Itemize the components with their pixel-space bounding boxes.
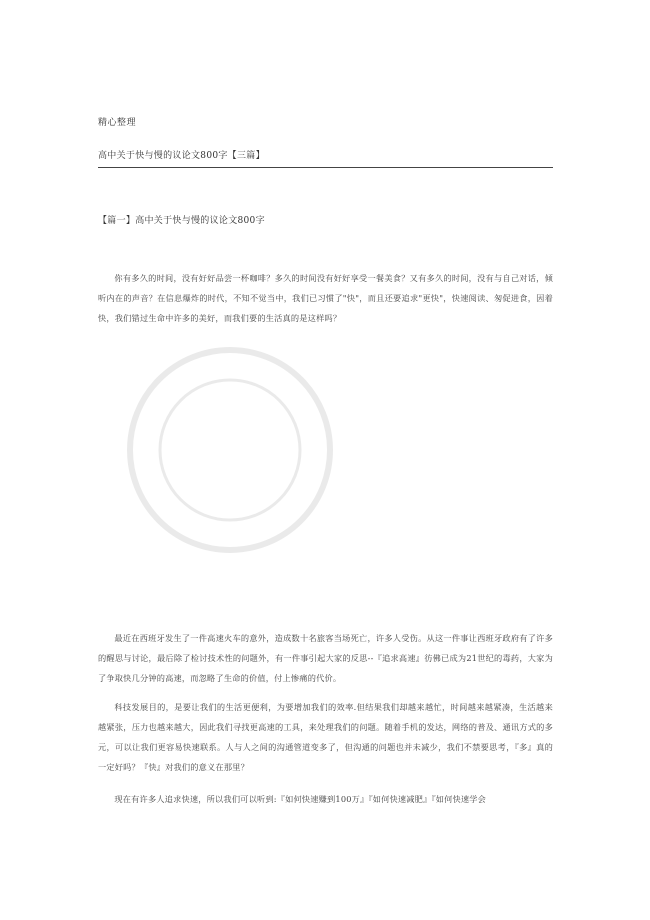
paragraph-4: 现在有许多人追求快速，所以我们可以听到:『如何快速赚到100万』『如何快速减肥』『如何快速学会 — [114, 794, 487, 804]
document-title: 高中关于快与慢的议论文800字【三篇】 — [98, 151, 265, 161]
watermark-icon — [110, 330, 350, 570]
header-divider — [98, 167, 553, 168]
paragraph-1: 你有多久的时间，没有好好品尝一杯咖啡？多久的时间没有好好享受一餐美食？又有多久的时间，没有与自己对话，倾听内在的声音？在信息爆炸的时代，不知不觉当中，我们已习惯了"快"，而且还要追求"更快"，快速阅读、匆促进食，因着快，我们错过生命中许多的美好，而我们要的生活真的是这样吗？ — [98, 273, 553, 323]
paragraph-3: 科技发展目的，是要让我们的生活更便利，为要增加我们的效率.但结果我们却越来越忙，时间越来越紧凑，生活越来越紧张，压力也越来越大，因此我们寻找更高速的工具，来处理我们的问题。随着手机的发达，网络的普及、通讯方式的多元，可以让我们更容易快速联系。人与人之间的沟通管道变多了，但沟通的问题也并未减少，我们不禁要思考，『多』真的一定好吗？『快』对我们的意义在那里？ — [98, 702, 553, 772]
header-label: 精心整理 — [98, 118, 137, 128]
paragraph-2: 最近在西班牙发生了一件高速火车的意外，造成数十名旅客当场死亡，许多人受伤。从这一件事让西班牙政府有了许多的醒思与讨论，最后除了检讨技术性的问题外，有一件事引起大家的反思--『追求高速』彷佛已成为21世纪的毒药，大家为了争取快几分钟的高速，而忽略了生命的价值，付上惨痛的代价。 — [98, 633, 553, 683]
section-heading: 【篇一】高中关于快与慢的议论文800字 — [98, 216, 265, 226]
